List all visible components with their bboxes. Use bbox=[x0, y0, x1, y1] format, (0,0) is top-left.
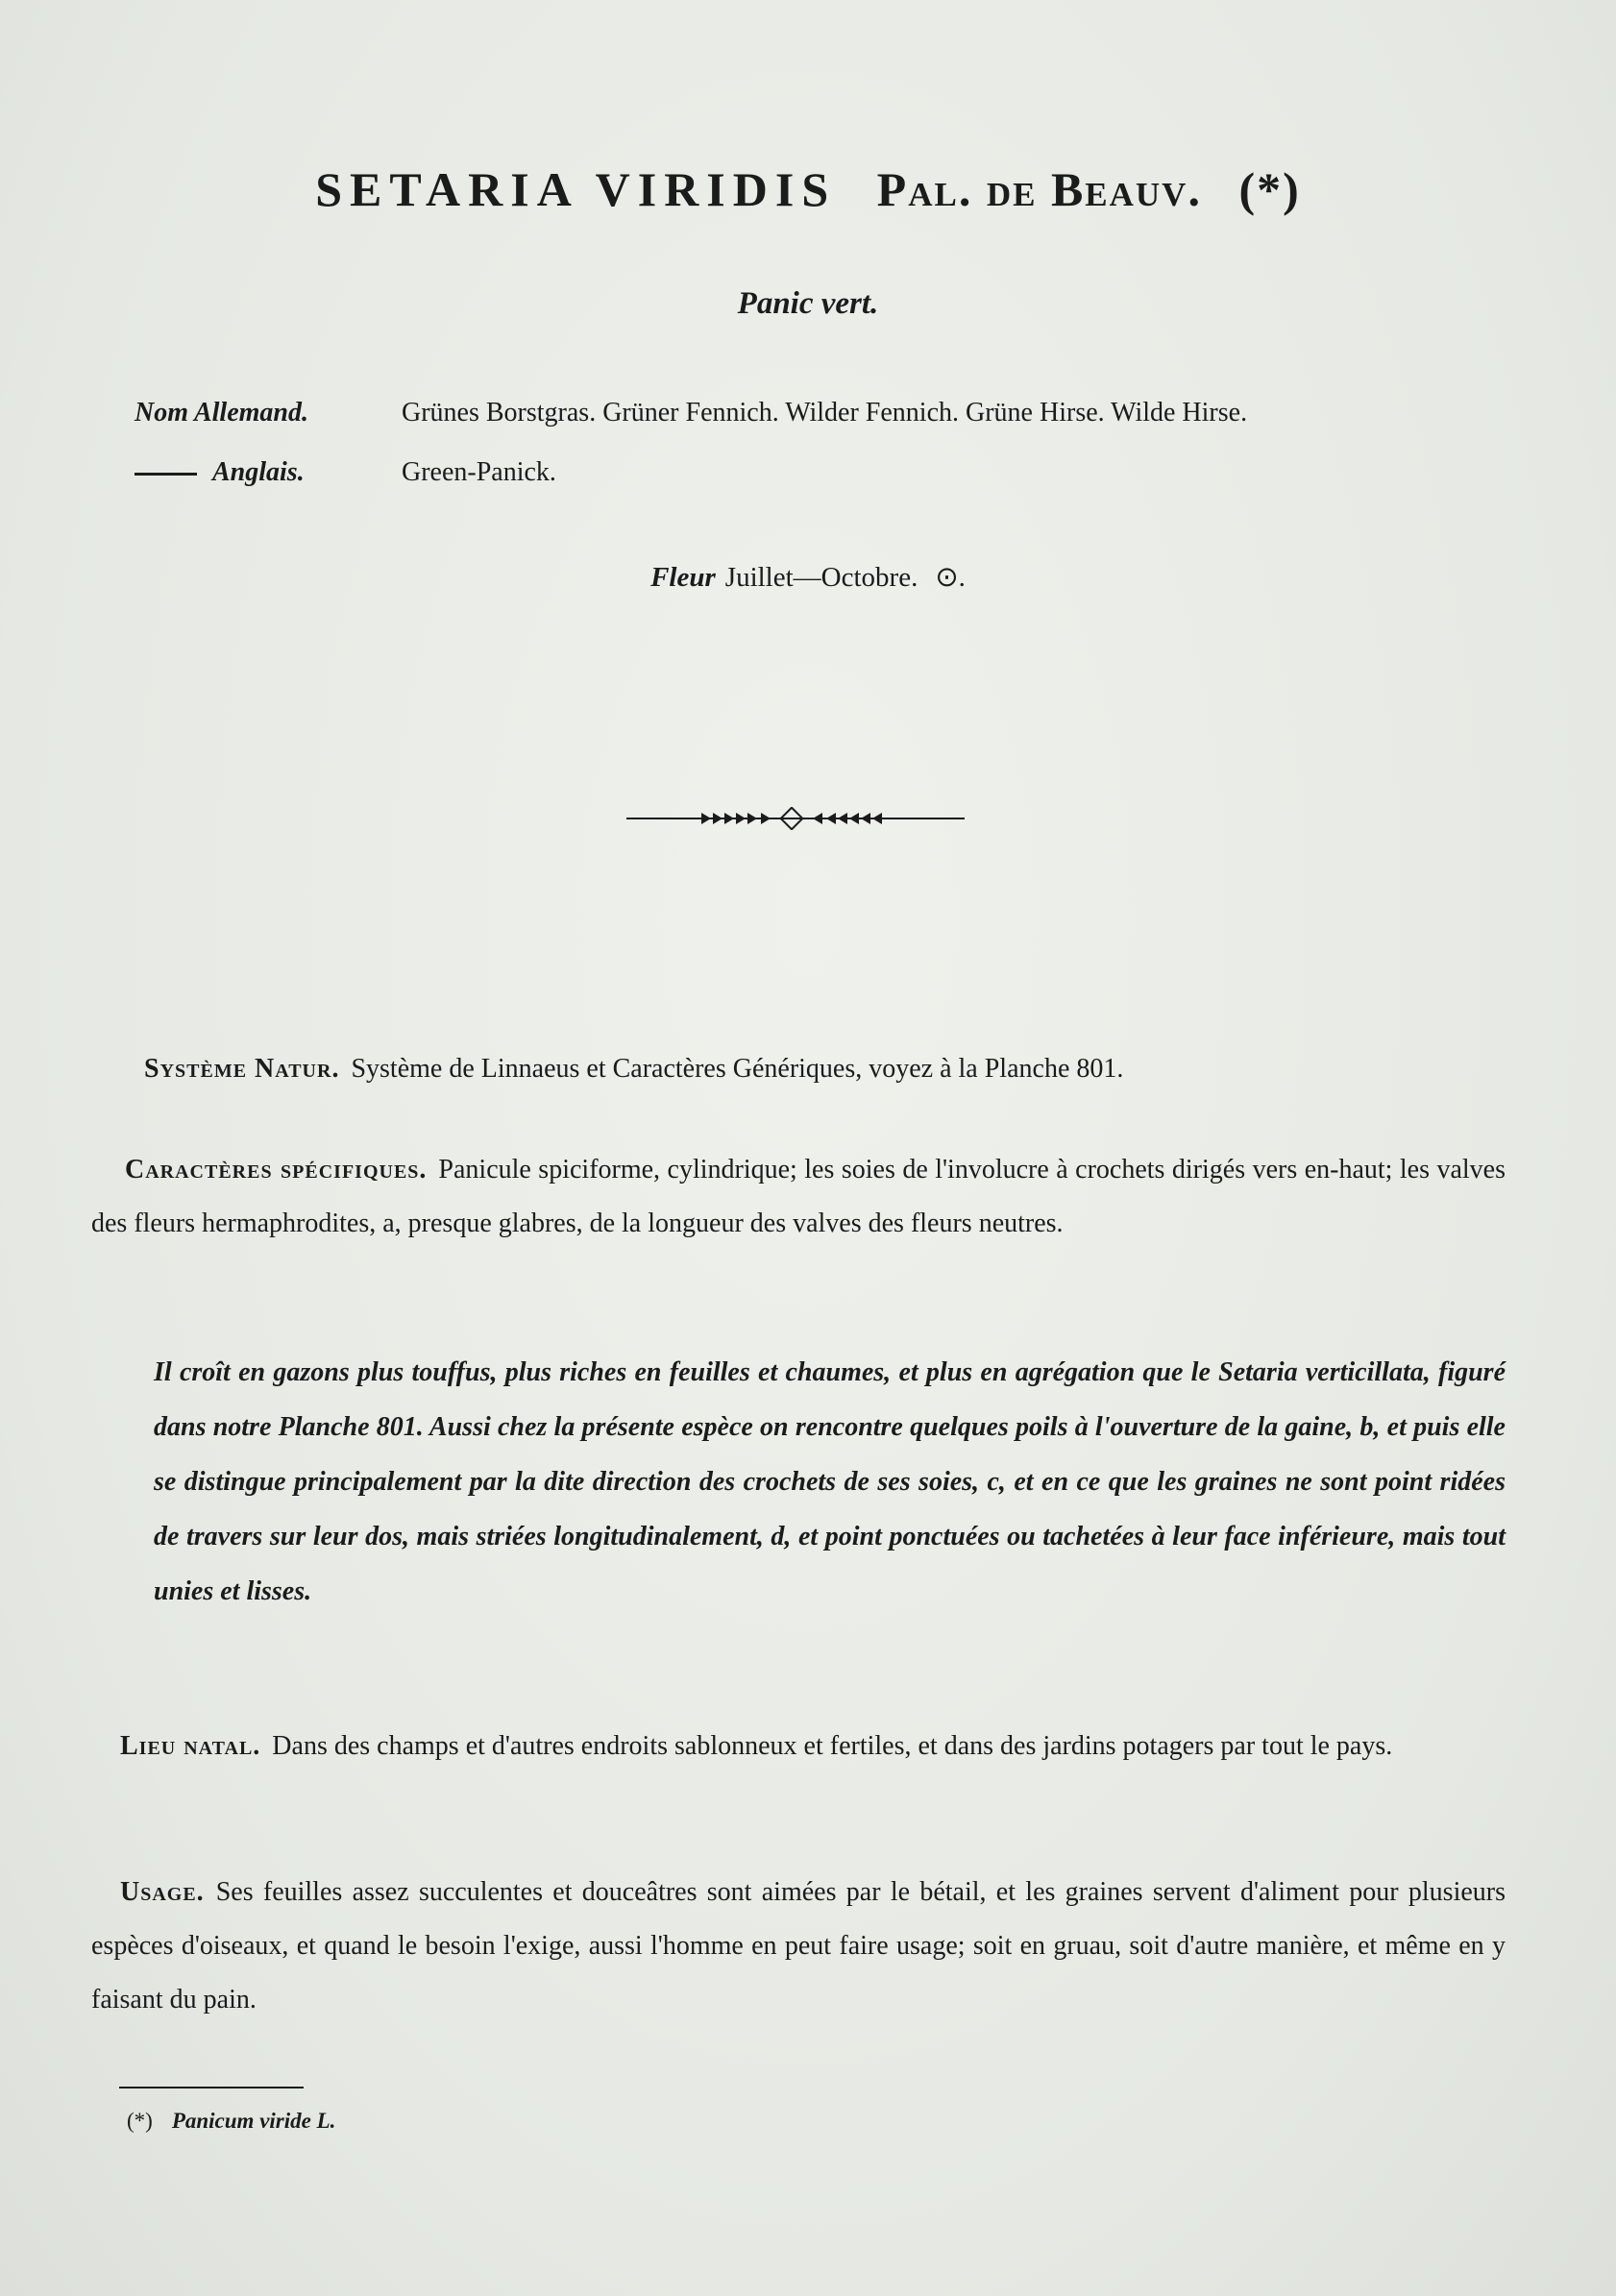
english-value: Green-Panick. bbox=[402, 457, 556, 487]
footnote-rule bbox=[119, 2087, 304, 2088]
remark-text: Il croît en gazons plus touffus, plus riches en feuilles et chaumes, et plus en agrégation que le Setaria verticillata, figuré dans notre Planche 801. Aussi chez la présente espèce on rencontre quelques poils à l'ouverture de la gaine, b, et puis elle se distingue principalement par la dite direction des crochets de ses soies, c, et en ce que les graines ne sont point ridées de travers sur leur dos, mais striées longitudinalement, d, et point ponctuées ou tachetées à leur face inférieure, mais tout unies et lisses. bbox=[154, 1357, 1506, 1606]
flowering-period bbox=[0, 560, 1616, 594]
section-characters-head: Caractères spécifiques. bbox=[125, 1155, 428, 1185]
german-names bbox=[135, 398, 1247, 428]
section-characters bbox=[91, 1143, 1506, 1251]
ornament-divider-icon bbox=[626, 807, 965, 830]
title-author: Pal. de Beauv. bbox=[876, 162, 1202, 216]
section-usage-head: Usage. bbox=[120, 1877, 205, 1907]
title-genus: SETARIA VIRIDIS bbox=[315, 162, 837, 216]
german-value: Grünes Borstgras. Grüner Fennich. Wilder Fennich. Grüne Hirse. Wilde Hirse. bbox=[402, 398, 1248, 427]
section-system-head: Système Natur. bbox=[144, 1054, 340, 1084]
footnote-name: Panicum viride L. bbox=[171, 2109, 336, 2133]
section-characters-text: Panicule spiciforme, cylindrique; les soies de l'involucre à crochets dirigés vers en-haut; les valves des fleurs hermaphrodites, a, presque glabres, de la longueur des valves des fleurs neutres. bbox=[91, 1155, 1506, 1238]
section-habitat-text: Dans des champs et d'autres endroits sablonneux et fertiles, et dans des jardins potagers par tout le pays. bbox=[272, 1731, 1393, 1761]
section-remark bbox=[154, 1345, 1506, 1619]
ditto-dash bbox=[135, 473, 197, 476]
german-label: Nom Allemand. bbox=[135, 398, 308, 427]
french-name: Panic vert. bbox=[737, 286, 879, 321]
title-footnote-mark: (*) bbox=[1238, 162, 1301, 216]
annual-symbol: ⊙. bbox=[935, 562, 966, 593]
flowering-label: Fleur bbox=[650, 562, 716, 593]
english-names bbox=[135, 457, 556, 488]
section-habitat-head: Lieu natal. bbox=[120, 1731, 261, 1761]
footnote bbox=[127, 2109, 335, 2134]
section-usage bbox=[91, 1866, 1506, 2027]
section-system bbox=[144, 1042, 1470, 1096]
flowering-value: Juillet—Octobre. bbox=[724, 562, 918, 593]
english-label: Anglais. bbox=[212, 457, 305, 487]
section-usage-text: Ses feuilles assez succulentes et douceâtres sont aimées par le bétail, et les graines servent d'aliment pour plusieurs espèces d'oiseaux, et quand le besoin l'exige, aussi l'homme en peut faire usage; soit en gruau, soit d'autre manière, et même en y faisant du pain. bbox=[91, 1877, 1506, 2015]
section-system-text: Système de Linnaeus et Caractères Génériques, voyez à la Planche 801. bbox=[351, 1054, 1124, 1084]
footnote-mark: (*) bbox=[127, 2109, 153, 2133]
section-habitat bbox=[91, 1720, 1506, 1773]
page-title bbox=[0, 161, 1616, 217]
